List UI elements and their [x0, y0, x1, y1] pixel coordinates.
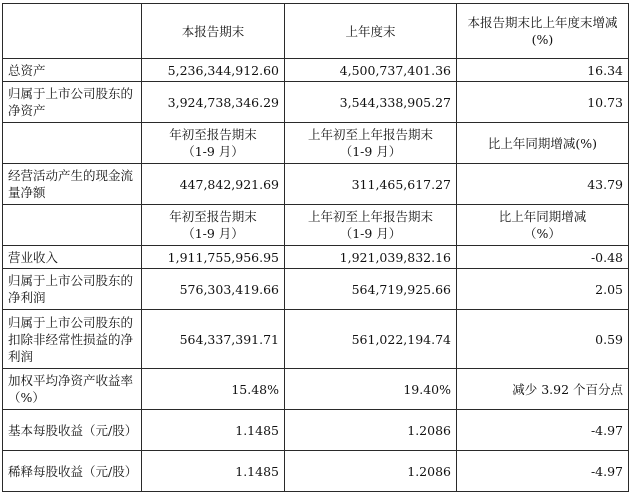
table-header-row: [3, 4, 629, 59]
header-empty-cell: [3, 4, 142, 59]
row-prior-value: 3,544,338,905.27: [285, 82, 457, 123]
subheader-ytd: 年初至报告期末 （1-9 月）: [142, 123, 285, 164]
table-row: [3, 410, 629, 451]
subheader-empty-cell: [3, 205, 142, 246]
header-current-period-end: 本报告期末: [142, 4, 285, 59]
subheader-yoy-change: 比上年同期增减 （%）: [457, 205, 629, 246]
row-prior-value: 4,500,737,401.36: [285, 59, 457, 82]
subheader-prior-ytd: 上年初至上年报告期末 （1-9 月）: [285, 123, 457, 164]
row-label: 归属于上市公司股东的扣除非经常性损益的净利润: [3, 310, 142, 369]
row-current-value: 564,337,391.71: [142, 310, 285, 369]
row-change-value: 10.73: [457, 82, 629, 123]
row-label: 归属于上市公司股东的净利润: [3, 269, 142, 310]
row-current-value: 1.1485: [142, 410, 285, 451]
row-prior-value: 1.2086: [285, 410, 457, 451]
row-prior-value: 1,921,039,832.16: [285, 246, 457, 269]
row-label: 稀释每股收益（元/股）: [3, 451, 142, 492]
row-prior-value: 1.2086: [285, 451, 457, 492]
table-subheader-row: [3, 123, 629, 164]
table-row: [3, 59, 629, 82]
row-label: 经营活动产生的现金流量净额: [3, 164, 142, 205]
header-change-percent: 本报告期末比上年度末增减(%): [457, 4, 629, 59]
row-label: 总资产: [3, 59, 142, 82]
row-current-value: 576,303,419.66: [142, 269, 285, 310]
financial-data-table: [2, 3, 629, 492]
row-change-value: -0.48: [457, 246, 629, 269]
row-prior-value: 561,022,194.74: [285, 310, 457, 369]
subheader-yoy-change: 比上年同期增减(%): [457, 123, 629, 164]
header-prior-year-end: 上年度末: [285, 4, 457, 59]
subheader-ytd: 年初至报告期末 （1-9 月）: [142, 205, 285, 246]
row-current-value: 1,911,755,956.95: [142, 246, 285, 269]
row-change-value: 0.59: [457, 310, 629, 369]
row-label: 营业收入: [3, 246, 142, 269]
row-prior-value: 311,465,617.27: [285, 164, 457, 205]
table-row: [3, 246, 629, 269]
subheader-empty-cell: [3, 123, 142, 164]
row-label: 归属于上市公司股东的净资产: [3, 82, 142, 123]
table-row: [3, 310, 629, 369]
row-label: 加权平均净资产收益率（%）: [3, 369, 142, 410]
row-prior-value: 19.40%: [285, 369, 457, 410]
row-current-value: 5,236,344,912.60: [142, 59, 285, 82]
table-row: [3, 82, 629, 123]
row-change-value: 43.79: [457, 164, 629, 205]
row-current-value: 1.1485: [142, 451, 285, 492]
row-change-value: 减少 3.92 个百分点: [457, 369, 629, 410]
table-row: [3, 369, 629, 410]
row-prior-value: 564,719,925.66: [285, 269, 457, 310]
row-current-value: 15.48%: [142, 369, 285, 410]
table-row: [3, 269, 629, 310]
row-change-value: -4.97: [457, 451, 629, 492]
subheader-prior-ytd: 上年初至上年报告期末 （1-9 月）: [285, 205, 457, 246]
table-row: [3, 164, 629, 205]
row-current-value: 447,842,921.69: [142, 164, 285, 205]
row-change-value: -4.97: [457, 410, 629, 451]
row-label: 基本每股收益（元/股）: [3, 410, 142, 451]
row-current-value: 3,924,738,346.29: [142, 82, 285, 123]
table-subheader-row: [3, 205, 629, 246]
row-change-value: 2.05: [457, 269, 629, 310]
row-change-value: 16.34: [457, 59, 629, 82]
table-row: [3, 451, 629, 492]
